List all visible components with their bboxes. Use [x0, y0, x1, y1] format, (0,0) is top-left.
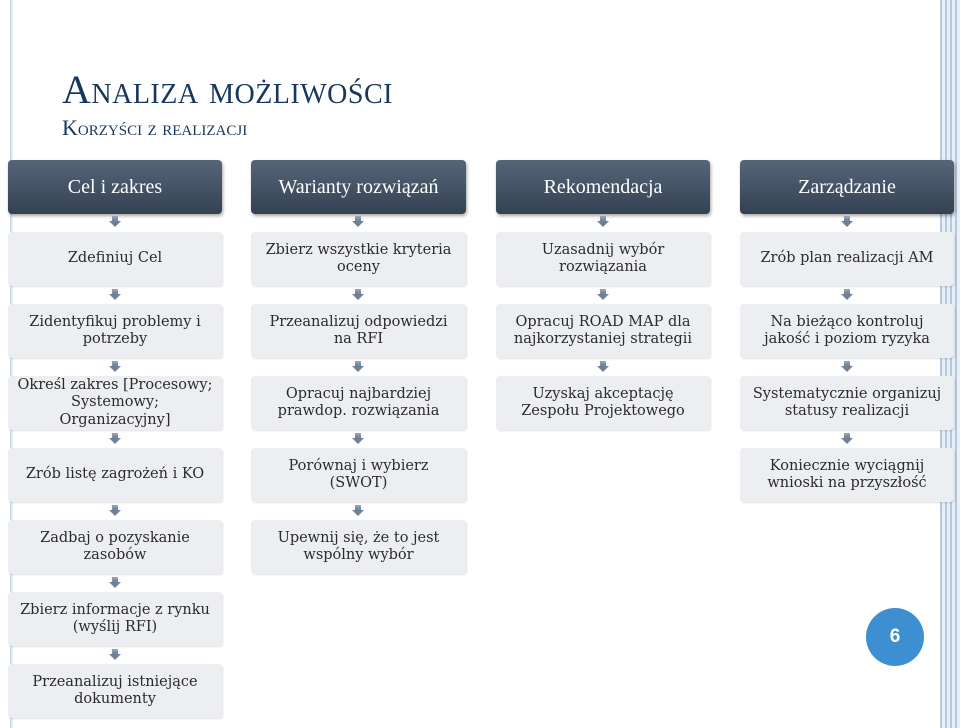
step-box: Określ zakres [Procesowy; Systemowy; Organizacyjny]: [8, 376, 222, 430]
slide-subtitle: Korzyści z realizacji: [62, 115, 248, 140]
step-box: Zrób listę zagrożeń i KO: [8, 448, 222, 502]
column-header-warianty-rozwiazan: Warianty rozwiązań: [251, 160, 466, 214]
flow-arrow: [597, 289, 609, 300]
column-header-rekomendacja: Rekomendacja: [496, 160, 710, 214]
flow-arrow: [841, 289, 853, 300]
flow-arrow: [352, 289, 364, 300]
step-box: Zadbaj o pozyskanie zasobów: [8, 520, 222, 574]
step-box: Opracuj ROAD MAP dla najkorzystaniej strategii: [496, 304, 710, 358]
flow-arrow: [109, 216, 121, 227]
column-header-zarzadzanie: Zarządzanie: [740, 160, 954, 214]
page-number-badge: 6: [866, 608, 924, 666]
step-box: Uzasadnij wybór rozwiązania: [496, 232, 710, 286]
flow-arrow: [841, 361, 853, 372]
flow-arrow: [352, 361, 364, 372]
flow-arrow: [109, 433, 121, 444]
step-box: Zbierz informacje z rynku (wyślij RFI): [8, 592, 222, 646]
flow-arrow: [352, 216, 364, 227]
flow-arrow: [597, 361, 609, 372]
step-box: Zrób plan realizacji AM: [740, 232, 954, 286]
flow-arrow: [109, 361, 121, 372]
step-box: Opracuj najbardziej prawdop. rozwiązania: [251, 376, 466, 430]
flow-arrow: [352, 505, 364, 516]
step-box: Systematycznie organizuj statusy realizacji: [740, 376, 954, 430]
step-box: Przeanalizuj odpowiedzi na RFI: [251, 304, 466, 358]
step-box: Upewnij się, że to jest wspólny wybór: [251, 520, 466, 574]
right-edge-decoration: [940, 0, 960, 728]
step-box: Przeanalizuj istniejące dokumenty: [8, 664, 222, 718]
step-box: Zdefiniuj Cel: [8, 232, 222, 286]
flow-arrow: [109, 649, 121, 660]
flow-arrow: [352, 433, 364, 444]
step-box: Zidentyfikuj problemy i potrzeby: [8, 304, 222, 358]
flow-arrow: [841, 433, 853, 444]
step-box: Na bieżąco kontroluj jakość i poziom ryzyka: [740, 304, 954, 358]
step-box: Porównaj i wybierz (SWOT): [251, 448, 466, 502]
step-box: Uzyskaj akceptację Zespołu Projektowego: [496, 376, 710, 430]
flow-arrow: [109, 577, 121, 588]
step-box: Zbierz wszystkie kryteria oceny: [251, 232, 466, 286]
flow-arrow: [109, 289, 121, 300]
flow-arrow: [109, 505, 121, 516]
slide-title: Analiza możliwości: [62, 67, 393, 112]
flow-arrow: [841, 216, 853, 227]
flow-arrow: [597, 216, 609, 227]
column-header-cel-i-zakres: Cel i zakres: [8, 160, 222, 214]
step-box: Koniecznie wyciągnij wnioski na przyszłość: [740, 448, 954, 502]
